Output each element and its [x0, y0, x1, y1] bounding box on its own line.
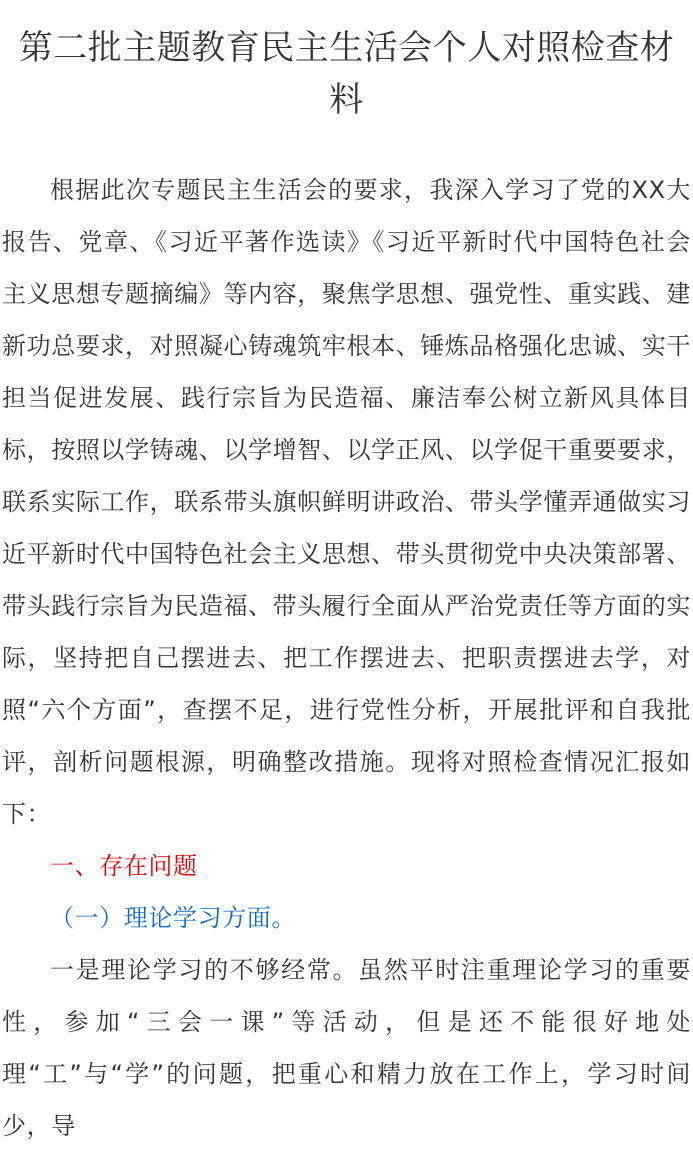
theory-paragraph: 一是理论学习的不够经常。虽然平时注重理论学习的重要性，参加“三会一课”等活动，但是还不能很好地处理“工”与“学”的问题，把重心和精力放在工作上，学习时间少，导: [2, 956, 691, 1140]
subsection-heading-theory: （一）理论学习方面。: [50, 904, 296, 932]
document-body: [2, 164, 691, 1152]
intro-paragraph: 根据此次专题民主生活会的要求，我深入学习了党的XX大报告、党章、《习近平著作选读》《习近平新时代中国特色社会主义思想专题摘编》等内容，聚焦学思想、强党性、重实践、建新功总要求，对照凝心铸魂筑牢根本、锤炼品格强化忠诚、实干担当促进发展、践行宗旨为民造福、廉洁奉公树立新风具体目标，按照以学铸魂、以学增智、以学正风、以学促干重要要求，联系实际工作，联系带头旗帜鲜明讲政治、带头学懂弄通做实习近平新时代中国特色社会主义思想、带头贯彻党中央决策部署、带头践行宗旨为民造福、带头履行全面从严治党责任等方面的实际，坚持把自己摆进去、把工作摆进去、把职责摆进去学，对照“六个方面”，查摆不足，进行党性分析，开展批评和自我批评，剖析问题根源，明确整改措施。现将对照检查情况汇报如下：: [2, 176, 691, 828]
document-title: 第二批主题教育民主生活会个人对照检查材料: [18, 28, 675, 120]
section-heading-problems: 一、存在问题: [50, 852, 198, 880]
